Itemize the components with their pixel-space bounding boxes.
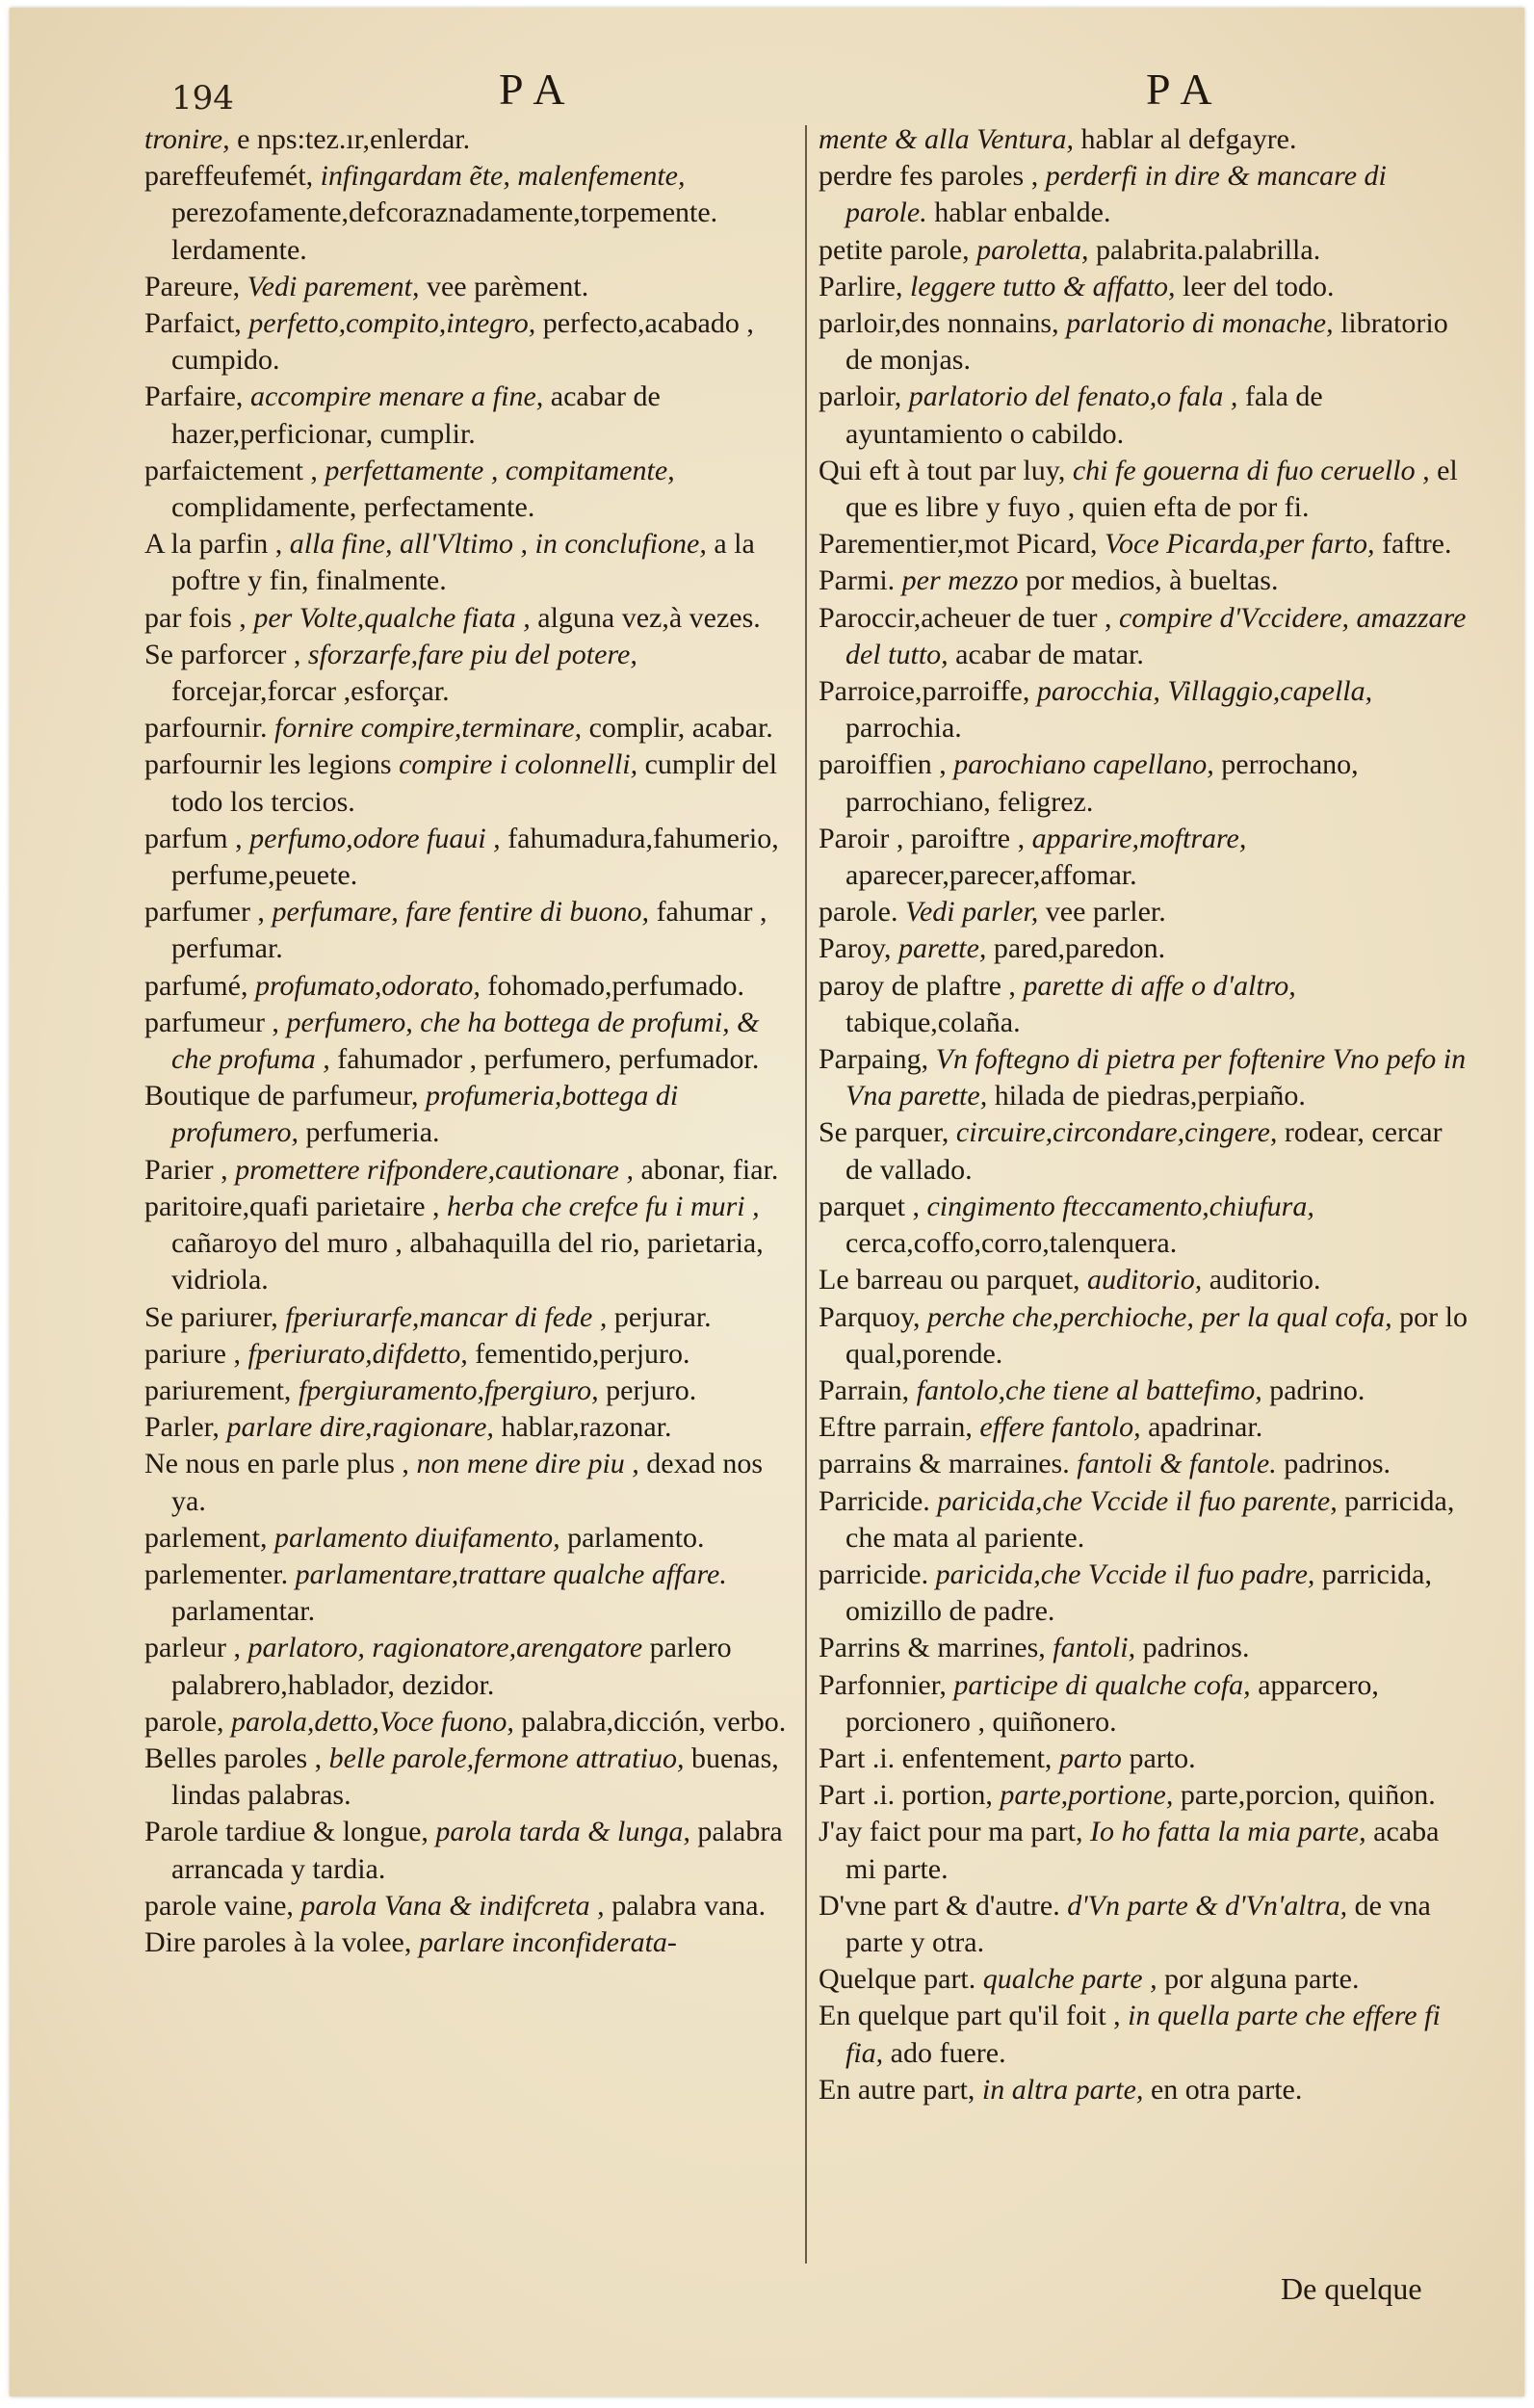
dictionary-entry [819,1262,1473,1298]
spanish-gloss: ado fuere. [890,2036,1006,2069]
french-term: parrains & marraines. [819,1448,1070,1480]
italian-gloss: parlatoro, ragionatore,arengatore [247,1632,643,1664]
italian-gloss: parlatorio di monache, [1066,307,1334,340]
italian-gloss: fantoli & fantole. [1077,1448,1277,1480]
left-column [144,121,799,1961]
italian-gloss: fperiurarfe,mancar di fede , [285,1300,608,1333]
spanish-gloss: complir, acabar. [588,712,773,745]
spanish-gloss: cañaroyo del muro , albahaquilla del rio, parietaria, vidriola. [171,1227,764,1296]
french-term: Parquoy, [819,1300,921,1333]
french-term: Parroice,parroiffe, [819,675,1030,708]
spanish-gloss: fohomado,perfumado. [487,969,744,1002]
dictionary-entry [819,563,1473,599]
french-term: parfaictement , [144,454,318,486]
italian-gloss: sforzarfe,fare piu del potere, [307,638,637,670]
italian-gloss: parlare dire,ragionare, [226,1411,494,1444]
spanish-gloss: a la poftre y fin, finalmente. [171,528,755,597]
dictionary-entry [819,746,1473,820]
spanish-gloss: perfumeria. [305,1116,440,1149]
dictionary-entry [819,232,1473,269]
spanish-gloss: vee parler. [1045,896,1166,929]
italian-gloss: fornire compire,terminare, [273,712,583,745]
dictionary-entry [819,526,1473,563]
dictionary-entry [819,673,1473,746]
dictionary-entry [819,1373,1473,1409]
italian-gloss: infingardam ẽte, malenfemente, [320,160,686,193]
italian-gloss: perfumero, che ha bottega de profumi, & che profuma , [171,1006,760,1076]
dictionary-entry [819,1961,1473,1998]
italian-gloss: effere fantolo, [979,1411,1141,1444]
italian-gloss: perfumo,odore fuaui , [249,822,501,854]
french-term: parfumé, [144,969,248,1002]
dictionary-entry [819,379,1473,452]
italian-gloss: auditorio, [1087,1264,1203,1296]
french-term: parleur , [144,1632,241,1664]
dictionary-entry [144,637,799,710]
italian-gloss: parlatorio del fenato,o fala , [908,380,1238,413]
french-term: Parricide. [819,1484,930,1517]
french-term: Ne nous en parle plus , [144,1448,409,1480]
dictionary-entry [144,600,799,637]
spanish-gloss: el que es libre y fuyo , quien efta de por fi. [845,454,1458,524]
dictionary-page [10,8,1524,2396]
spanish-gloss: perezofamente,defcoraznadamente,torpemente. lerdamente. [171,196,718,266]
spanish-gloss: parricida, omizillo de padre. [845,1557,1432,1628]
italian-gloss: compire d'Vccidere, amazzare del tutto, [845,601,1467,670]
italian-gloss: leggere tutto & affatto, [909,270,1176,302]
dictionary-entry [144,1888,799,1924]
french-term: Se parforcer , [144,638,301,670]
spanish-gloss: hablar enbalde. [934,196,1111,229]
dictionary-entry [819,1299,1473,1373]
french-term: Parfonnier, [819,1668,947,1701]
italian-gloss: alla fine, all'Vltimo , in conclufione, [289,528,707,561]
spanish-gloss: padrino. [1269,1374,1365,1406]
italian-gloss: fantolo,che tiene al battefimo, [916,1374,1262,1406]
french-term: Parementier,mot Picard, [819,528,1098,561]
dictionary-entry [819,1630,1473,1666]
right-column [819,121,1473,2108]
spanish-gloss: aparecer,parecer,affomar. [845,859,1137,892]
spanish-gloss: perjuro. [606,1374,697,1406]
dictionary-entry [819,1741,1473,1777]
running-head-left: PA [499,65,579,114]
spanish-gloss: acaba mi parte. [845,1816,1440,1885]
spanish-gloss: complidamente, perfectamente. [171,491,535,524]
french-term: paroiffien , [819,748,947,781]
italian-gloss: accompire menare a fine, [249,380,544,413]
italian-gloss: parola Vana & indifcreta , [300,1889,605,1922]
french-term: Boutique de parfumeur, [144,1080,419,1112]
dictionary-entry [144,121,799,158]
italian-gloss: Voce Picarda,per farto, [1105,528,1375,561]
spanish-gloss: tabique,colaña. [845,1006,1021,1038]
french-term: Parpaing, [819,1043,929,1076]
spanish-gloss: cumplir del todo los tercios. [171,748,778,818]
dictionary-entry [144,379,799,452]
dictionary-entry [819,305,1473,379]
italian-gloss: parochiano capellano, [953,748,1214,781]
italian-gloss: paroletta, [976,233,1089,266]
spanish-gloss: perjurar. [613,1300,712,1333]
italian-gloss: perderfi in dire & mancare di parole. [845,160,1387,229]
dictionary-entry [144,968,799,1005]
spanish-gloss: fahumar , perfumar. [171,896,767,965]
french-term: Parrins & marrines, [819,1632,1046,1664]
spanish-gloss: fala de ayuntamiento o cabildo. [845,380,1323,450]
french-term: Pareure, [144,270,241,302]
italian-gloss: parte,portione, [1000,1779,1174,1812]
french-term: Parier , [144,1153,228,1186]
dictionary-entry [144,1409,799,1446]
spanish-gloss: dexad nos ya. [171,1448,764,1517]
dictionary-entry [819,821,1473,894]
spanish-gloss: palabra,dicción, verbo. [521,1705,787,1738]
dictionary-entry [819,1446,1473,1482]
italian-gloss: profumeria,bottega di profumero, [171,1080,679,1149]
spanish-gloss: buenas, lindas palabras. [171,1741,779,1812]
french-term: Parmi. [819,564,896,597]
french-term: Parole tardiue & longue, [144,1816,429,1848]
spanish-gloss: parlero palabrero,hablador, dezidor. [171,1632,732,1701]
italian-gloss: parola tarda & lunga, [435,1816,690,1848]
french-term: parfournir les legions [144,748,392,781]
italian-gloss: tronire, [144,123,230,155]
spanish-gloss: palabra vana. [611,1889,767,1922]
dictionary-entry [144,1299,799,1336]
spanish-gloss: rodear, cercar de vallado. [845,1116,1443,1186]
french-term: perdre fes paroles , [819,160,1039,193]
dictionary-entry [144,1446,799,1519]
dictionary-entry [144,1005,799,1078]
dictionary-entry [819,158,1473,231]
italian-gloss: compire i colonnelli, [399,748,638,781]
italian-gloss: parto [1058,1741,1122,1774]
spanish-gloss: libratorio de monjas. [845,307,1448,377]
french-term: parfum , [144,822,243,854]
dictionary-entry [819,121,1473,158]
dictionary-entry [819,2072,1473,2108]
spanish-gloss: apparcero, porcionero , quiñonero. [845,1668,1379,1738]
french-term: Dire paroles à la volee, [144,1925,412,1958]
french-term: parloir,des nonnains, [819,307,1059,340]
dictionary-entry [819,930,1473,967]
italian-gloss: perfumare, fare fentire di buono, [272,896,650,929]
dictionary-entry [144,1189,799,1299]
dictionary-entry [819,1409,1473,1446]
dictionary-entry [819,1777,1473,1814]
italian-gloss: parlamentare,trattare qualche affare. [295,1557,727,1590]
french-term: parloir, [819,380,902,413]
french-term: par fois , [144,601,247,634]
dictionary-entry [144,710,799,746]
spanish-gloss: cerca,coffo,corro,talenquera. [845,1227,1178,1260]
spanish-gloss: parlamento. [567,1521,705,1554]
dictionary-entry [819,968,1473,1041]
dictionary-entry [819,453,1473,526]
dictionary-entry [144,305,799,379]
spanish-gloss: acabar de hazer,perficionar, cumplir. [171,380,661,450]
spanish-gloss: auditorio. [1209,1264,1321,1296]
italian-gloss: Vn foftegno di pietra per foftenire Vno pefo in Vna parette, [845,1043,1467,1112]
spanish-gloss: por lo qual,porende. [845,1300,1468,1370]
dictionary-entry [144,1924,799,1961]
dictionary-entry [819,269,1473,305]
french-term: parquet , [819,1190,920,1222]
dictionary-entry [819,1814,1473,1887]
spanish-gloss: e nps:tez.ır,enlerdar. [237,123,471,155]
dictionary-entry [144,894,799,967]
spanish-gloss: abonar, fiar. [640,1153,779,1186]
italian-gloss: in altra parte, [981,2073,1144,2106]
french-term: Le barreau ou parquet, [819,1264,1080,1296]
french-term: pariurement, [144,1374,292,1406]
spanish-gloss: acabar de matar. [955,638,1144,670]
spanish-gloss: leer del todo. [1183,270,1335,302]
italian-gloss: qualche parte , [982,1963,1157,1996]
spanish-gloss: hablar,razonar. [501,1411,672,1444]
dictionary-entry [819,1189,1473,1262]
spanish-gloss: parlamentar. [171,1595,316,1628]
italian-gloss: paricida,che Vccide il fuo parente, [937,1484,1338,1517]
dictionary-entry [144,453,799,526]
spanish-gloss: vee parèment. [426,270,589,302]
italian-gloss: fantoli, [1053,1632,1136,1664]
dictionary-entry [144,1336,799,1373]
italian-gloss: parola,detto,Voce fuono, [230,1705,514,1738]
italian-gloss: apparire,moftrare, [1031,822,1247,854]
dictionary-entry [144,1152,799,1189]
dictionary-entry [144,1814,799,1887]
spanish-gloss: padrinos. [1284,1448,1391,1480]
french-term: Belles paroles , [144,1741,323,1774]
spanish-gloss: palabra arrancada y tardia. [171,1816,783,1885]
italian-gloss: in quella parte che effere fi fia, [845,2000,1441,2069]
french-term: parole vaine, [144,1889,294,1922]
italian-gloss: paricida,che Vccide il fuo padre, [935,1557,1315,1590]
italian-gloss: per Volte,qualche fiata , [253,601,531,634]
italian-gloss: belle parole,fermone attratiuo, [328,1741,685,1774]
italian-gloss: cingimento fteccamento,chiufura, [926,1190,1314,1222]
dictionary-entry [819,894,1473,930]
italian-gloss: parette di affe o d'altro, [1023,969,1296,1002]
dictionary-entry [819,1667,1473,1741]
french-term: Parlire, [819,270,903,302]
french-term: D'vne part & d'autre. [819,1889,1060,1922]
spanish-gloss: parto. [1129,1741,1196,1774]
french-term: En quelque part qu'il foit , [819,2000,1121,2032]
italian-gloss: Vedi parement, [247,270,420,302]
italian-gloss: Vedi parler, [904,896,1039,929]
spanish-gloss: fementido,perjuro. [475,1337,690,1370]
dictionary-entry [819,1483,1473,1557]
french-term: parfumeur , [144,1006,279,1038]
french-term: Paroir , paroiftre , [819,822,1026,854]
spanish-gloss: por medios, à bueltas. [1026,564,1279,597]
french-term: Parler, [144,1411,220,1444]
column-divider [805,125,807,2264]
dictionary-entry [819,1557,1473,1630]
spanish-gloss: fahumador , perfumero, perfumador. [337,1043,760,1076]
french-term: paroy de plaftre , [819,969,1016,1002]
italian-gloss: parlare inconfiderata- [418,1925,677,1958]
spanish-gloss: padrinos. [1142,1632,1250,1664]
french-term: Qui eft à tout par luy, [819,454,1066,486]
spanish-gloss: perfecto,acabado , cumpido. [171,307,754,377]
spanish-gloss: faftre. [1382,528,1452,561]
dictionary-entry [144,158,799,269]
dictionary-entry [819,1888,1473,1961]
french-term: Se parquer, [819,1116,949,1149]
french-term: Paroccir,acheuer de tuer , [819,601,1112,634]
dictionary-entry [144,746,799,820]
french-term: parlementer. [144,1557,289,1590]
dictionary-entry [144,1630,799,1703]
italian-gloss: fpergiuramento,fpergiuro, [298,1374,599,1406]
spanish-gloss: parte,porcion, quiñon. [1180,1779,1436,1812]
french-term: Part .i. enfentement, [819,1741,1053,1774]
italian-gloss: fperiurato,difdetto, [247,1337,468,1370]
italian-gloss: d'Vn parte & d'Vn'altra, [1067,1889,1348,1922]
french-term: parricide. [819,1557,929,1590]
dictionary-entry [144,1373,799,1409]
dictionary-entry [144,1520,799,1557]
french-term: A la parfin , [144,528,283,561]
dictionary-entry [144,1078,799,1151]
page-number: 194 [171,79,234,118]
dictionary-entry [144,1704,799,1741]
french-term: Eftre parrain, [819,1411,973,1444]
french-term: parfumer , [144,896,265,929]
spanish-gloss: perrochano, parrochiano, feligrez. [845,748,1359,818]
italian-gloss: profumato,odorato, [254,969,481,1002]
spanish-gloss: por alguna parte. [1164,1963,1360,1996]
french-term: Parfaict, [144,307,242,340]
french-term: parlement, [144,1521,268,1554]
french-term: pareffeufemét, [144,160,314,193]
dictionary-entry [144,269,799,305]
dictionary-entry [144,821,799,894]
spanish-gloss: fahumadura,fahumerio, perfume,peuete. [171,822,779,892]
italian-gloss: mente & alla Ventura, [819,123,1074,155]
french-term: parfournir. [144,712,268,745]
italian-gloss: Io ho fatta la mia parte, [1089,1816,1366,1848]
italian-gloss: perfetto,compito,integro, [248,307,536,340]
dictionary-entry [819,600,1473,673]
italian-gloss: chi fe gouerna di fuo ceruello , [1072,454,1430,486]
french-term: Parrain, [819,1374,910,1406]
french-term: En autre part, [819,2073,975,2106]
running-head-right: PA [1146,65,1226,114]
french-term: J'ay faict pour ma part, [819,1816,1083,1848]
catchword: De quelque [1281,2271,1422,2306]
spanish-gloss: parrochia. [845,712,962,745]
french-term: Parfaire, [144,380,244,413]
french-term: Part .i. portion, [819,1779,993,1812]
italian-gloss: perfettamente , compitamente, [325,454,675,486]
dictionary-entry [819,1114,1473,1188]
french-term: parole, [144,1705,224,1738]
italian-gloss: parlamento diuifamento, [273,1521,560,1554]
dictionary-entry [144,1557,799,1630]
italian-gloss: promettere rifpondere,cautionare , [235,1153,634,1186]
dictionary-entry [819,1998,1473,2071]
french-term: pariure , [144,1337,241,1370]
spanish-gloss: parricida, che mata al pariente. [845,1484,1455,1554]
spanish-gloss: hablar al defgayre. [1080,123,1297,155]
dictionary-entry [144,526,799,599]
french-term: Paroy, [819,932,892,965]
italian-gloss: circuire,circondare,cingere, [955,1116,1278,1149]
italian-gloss: perche che,perchioche, per la qual cofa, [927,1300,1392,1333]
dictionary-entry [819,1041,1473,1114]
italian-gloss: non mene dire piu , [416,1448,639,1480]
italian-gloss: participe di qualche cofa, [953,1668,1251,1701]
spanish-gloss: forcejar,forcar ,esforçar. [171,675,450,708]
spanish-gloss: apadrinar. [1148,1411,1263,1444]
french-term: parole. [819,896,898,929]
spanish-gloss: alguna vez,à vezes. [537,601,761,634]
spanish-gloss: de vna parte y otra. [845,1889,1431,1958]
italian-gloss: per mezzo [901,564,1019,597]
dictionary-entry [144,1741,799,1814]
french-term: paritoire,quafi parietaire , [144,1190,440,1222]
french-term: Se pariurer, [144,1300,278,1333]
italian-gloss: parocchia, Villaggio,capella, [1036,675,1373,708]
french-term: Quelque part. [819,1963,976,1996]
french-term: petite parole, [819,233,970,266]
spanish-gloss: hilada de piedras,perpiaño. [994,1080,1306,1112]
spanish-gloss: en otra parte. [1150,2073,1303,2106]
spanish-gloss: palabrita.palabrilla. [1095,233,1321,266]
italian-gloss: parette, [898,932,987,965]
italian-gloss: herba che crefce fu i muri , [447,1190,760,1222]
spanish-gloss: pared,paredon. [993,932,1166,965]
